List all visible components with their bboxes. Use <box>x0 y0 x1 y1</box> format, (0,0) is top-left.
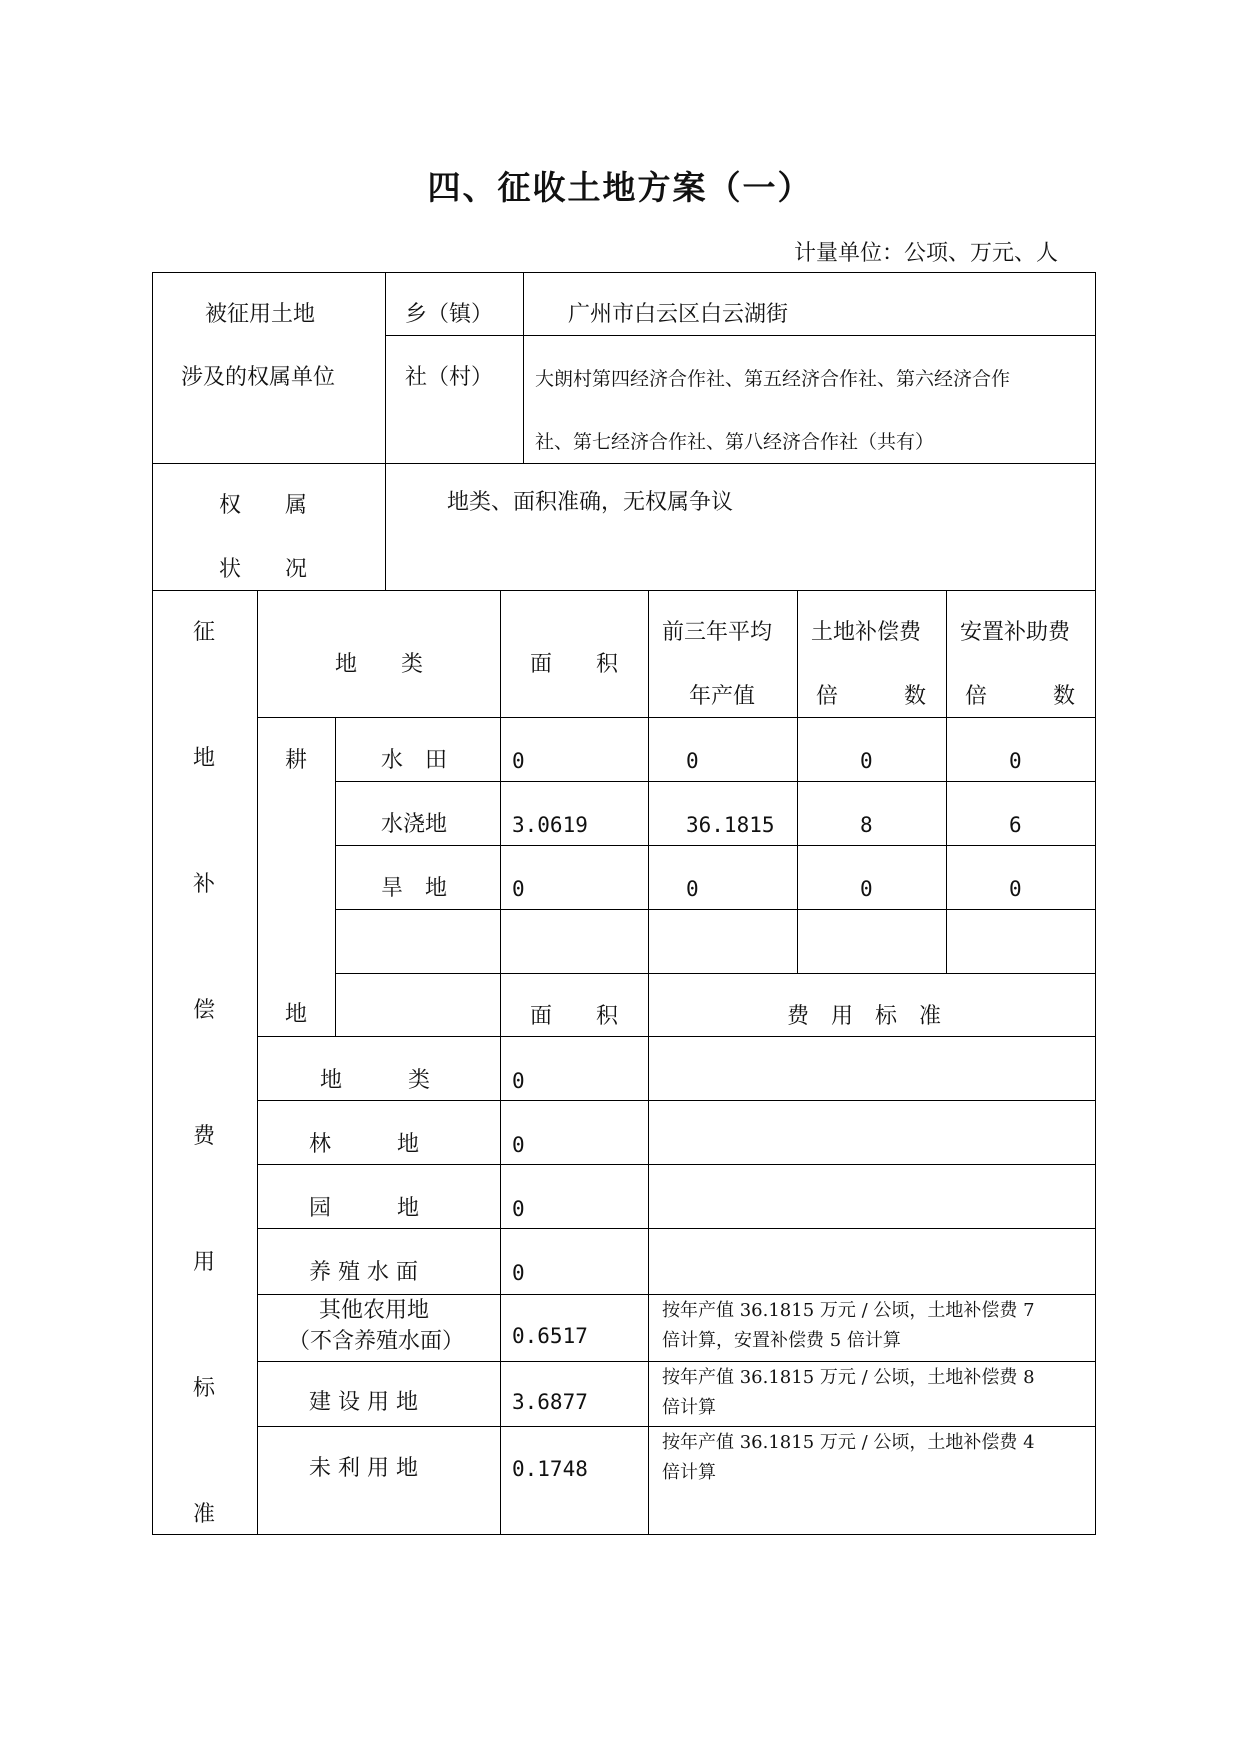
town-label: 乡（镇） <box>405 302 494 327</box>
village-value-line1: 大朗村第四经济合作社、第五经济合作社、第六经济合作 <box>535 368 1011 390</box>
side-char: 偿 <box>193 998 216 1023</box>
row-area: 0.1748 <box>512 1457 588 1481</box>
row-standard-line1: 按年产值 36.1815 万元 / 公顷，土地补偿费 7 <box>662 1300 1035 1321</box>
header-resettle-line1: 安置补助费 <box>960 620 1071 645</box>
header-resettle-line2: 倍 数 <box>965 684 1076 709</box>
row-standard-line2: 倍计算 <box>662 1462 716 1483</box>
header-comp-line2: 倍 数 <box>816 684 927 709</box>
row-land-type: 水浇地 <box>381 812 448 837</box>
row-area: 0 <box>512 749 525 773</box>
side-char: 标 <box>193 1376 216 1401</box>
side-char: 地 <box>193 746 216 771</box>
row-comp: 0 <box>860 749 873 773</box>
row-land-type: 其他农用地 <box>319 1298 430 1323</box>
second-header-standard: 费 用 标 准 <box>787 1004 942 1029</box>
row-output: 0 <box>686 749 699 773</box>
rights-value: 地类、面积准确，无权属争议 <box>447 490 734 515</box>
header-avg-output-line1: 前三年平均 <box>662 620 773 645</box>
row-area: 3.6877 <box>512 1390 588 1414</box>
row-resettle: 6 <box>1009 813 1022 837</box>
row-land-type: 未 利 用 地 <box>309 1456 418 1481</box>
unit-label: 计量单位：公项、万元、人 <box>793 241 1058 266</box>
row-land-type: 旱 地 <box>381 876 448 901</box>
header-area: 面 积 <box>530 652 619 677</box>
row-comp: 0 <box>860 877 873 901</box>
second-header-area: 面 积 <box>530 1004 619 1029</box>
row-area: 0 <box>512 1261 525 1285</box>
row-standard-line1: 按年产值 36.1815 万元 / 公顷，土地补偿费 8 <box>662 1367 1035 1388</box>
row-land-type: 地 类 <box>320 1068 431 1093</box>
row-area: 0 <box>512 1069 525 1093</box>
row-area: 0.6517 <box>512 1324 588 1348</box>
row-land-type: 林 地 <box>309 1132 420 1157</box>
row-land-type: 养 殖 水 面 <box>309 1260 418 1285</box>
side-char: 费 <box>193 1124 216 1149</box>
row-comp: 8 <box>860 813 873 837</box>
row-area: 3.0619 <box>512 813 588 837</box>
side-char: 补 <box>193 872 216 897</box>
cultivated-label-bottom: 地 <box>285 1002 308 1027</box>
owner-label-line1: 被征用土地 <box>205 302 316 327</box>
cultivated-label-top: 耕 <box>285 748 308 773</box>
row-standard-line2: 倍计算，安置补偿费 5 倍计算 <box>662 1330 901 1351</box>
row-area: 0 <box>512 877 525 901</box>
row-standard-line1: 按年产值 36.1815 万元 / 公顷，土地补偿费 4 <box>662 1432 1035 1453</box>
row-area: 0 <box>512 1133 525 1157</box>
row-land-type: 建 设 用 地 <box>309 1390 418 1415</box>
village-label: 社（村） <box>405 365 494 390</box>
row-area: 0 <box>512 1197 525 1221</box>
rights-label-line1: 权 属 <box>219 493 308 518</box>
header-comp-line1: 土地补偿费 <box>811 620 922 645</box>
rights-label-line2: 状 况 <box>219 557 308 582</box>
side-char: 准 <box>193 1502 216 1527</box>
village-value-line2: 社、第七经济合作社、第八经济合作社（共有） <box>535 431 935 453</box>
header-avg-output-line2: 年产值 <box>689 684 756 709</box>
row-land-type: 水 田 <box>381 748 448 773</box>
row-land-type: 园 地 <box>309 1196 420 1221</box>
owner-label-line2: 涉及的权属单位 <box>181 365 336 390</box>
side-char: 征 <box>193 620 216 645</box>
page-title: 四、征收土地方案（一） <box>427 168 813 207</box>
row-output: 36.1815 <box>686 813 775 837</box>
row-output: 0 <box>686 877 699 901</box>
row-standard-line2: 倍计算 <box>662 1397 716 1418</box>
row-resettle: 0 <box>1009 877 1022 901</box>
row-resettle: 0 <box>1009 749 1022 773</box>
town-value: 广州市白云区白云湖街 <box>568 302 789 327</box>
header-land-type: 地 类 <box>335 652 424 677</box>
row-land-type-note: （不含养殖水面） <box>288 1329 465 1354</box>
side-char: 用 <box>193 1250 216 1275</box>
